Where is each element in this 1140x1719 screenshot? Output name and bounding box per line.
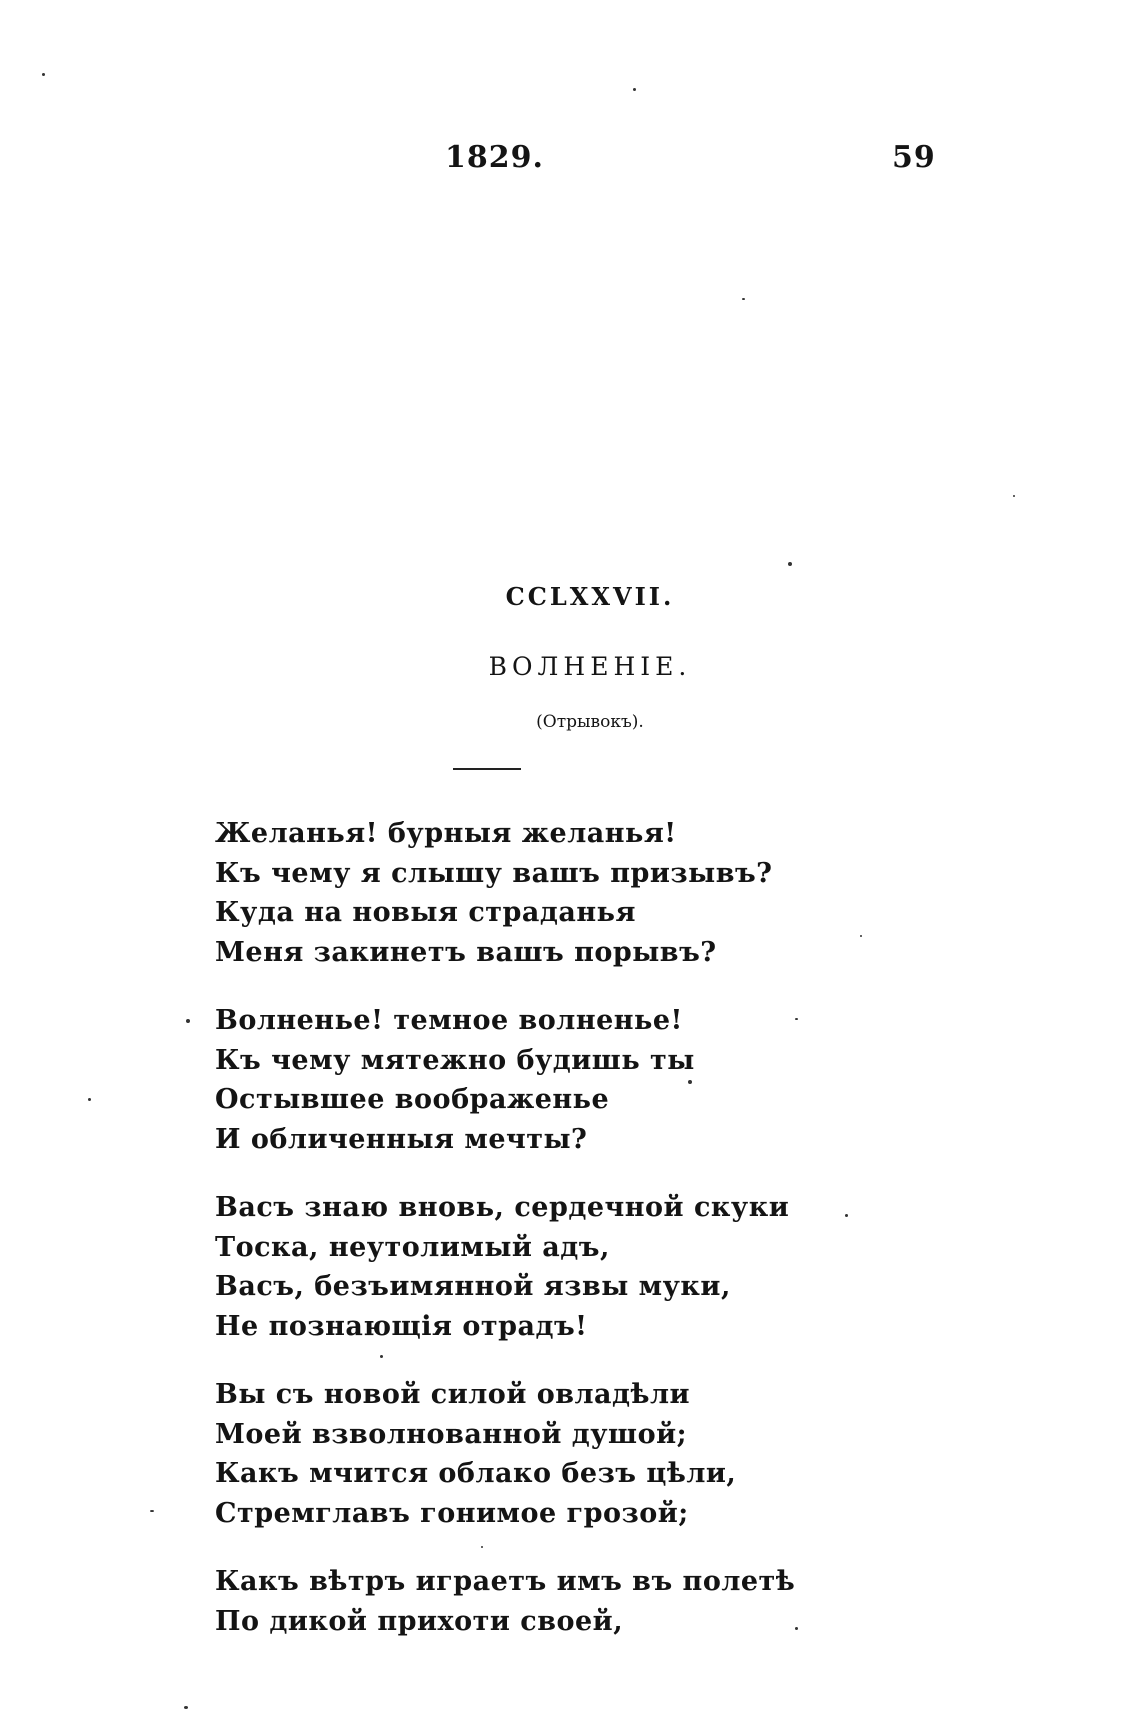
stanza	[215, 1375, 795, 1533]
verse-line: Меня закинетъ вашъ порывъ?	[215, 936, 717, 968]
scan-speck	[1013, 495, 1015, 497]
verse-line: По дикой прихоти своей,	[215, 1605, 624, 1637]
verse-line: Вы съ новой силой овладѣли	[215, 1379, 691, 1410]
scan-speck	[42, 73, 45, 76]
scan-speck	[184, 1706, 188, 1709]
verse-line: Желанья! бурныя желанья!	[215, 818, 677, 849]
stanza	[215, 1562, 795, 1641]
verse-line: Моей взволнованной душой;	[215, 1418, 688, 1450]
verse-line: Куда на новыя страданья	[215, 897, 636, 928]
scan-speck	[88, 1098, 91, 1101]
scan-speck	[788, 562, 792, 566]
verse-line: Не познающія отрадъ!	[215, 1310, 588, 1342]
verse-line: Остывшее воображенье	[215, 1084, 610, 1115]
scan-speck	[481, 1546, 483, 1548]
scan-speck	[742, 298, 745, 300]
verse-line: Къ чему я слышу вашъ призывъ?	[215, 857, 773, 889]
poem-numeral: CCLXXVII.	[505, 582, 675, 611]
scan-speck	[845, 1214, 848, 1217]
scan-speck	[860, 935, 862, 937]
title-rule	[453, 768, 521, 770]
scan-speck	[380, 1355, 383, 1358]
scan-speck	[150, 1510, 154, 1512]
stanza	[215, 1001, 795, 1159]
stanza	[215, 814, 795, 972]
verse-line: Волненье! темное волненье!	[215, 1005, 683, 1036]
scan-speck	[633, 88, 636, 91]
page-number: 59	[892, 140, 936, 175]
stanza	[215, 1188, 795, 1346]
verse-line: Стремглавъ гонимое грозой;	[215, 1497, 689, 1529]
scan-speck	[688, 1080, 692, 1084]
verse-line: Васъ, безъимянной язвы муки,	[215, 1271, 731, 1302]
poem-body	[215, 814, 795, 1670]
verse-line: Къ чему мятежно будишь ты	[215, 1044, 695, 1076]
poem-title: ВОЛНЕНІЕ.	[488, 652, 692, 681]
verse-line: Какъ мчится облако безъ цѣли,	[215, 1458, 737, 1489]
poem-subtitle: (Отрывокъ).	[536, 712, 644, 732]
scan-speck	[795, 1627, 798, 1630]
verse-line: Какъ вѣтръ играетъ имъ въ полетѣ	[215, 1566, 796, 1597]
running-head-year: 1829.	[445, 140, 544, 175]
scan-speck	[186, 1019, 190, 1023]
verse-line: Тоска, неутолимый адъ,	[215, 1231, 610, 1263]
verse-line: И обличенныя мечты?	[215, 1123, 588, 1155]
verse-line: Васъ знаю вновь, сердечной скуки	[215, 1192, 790, 1223]
scan-speck	[795, 1018, 798, 1020]
